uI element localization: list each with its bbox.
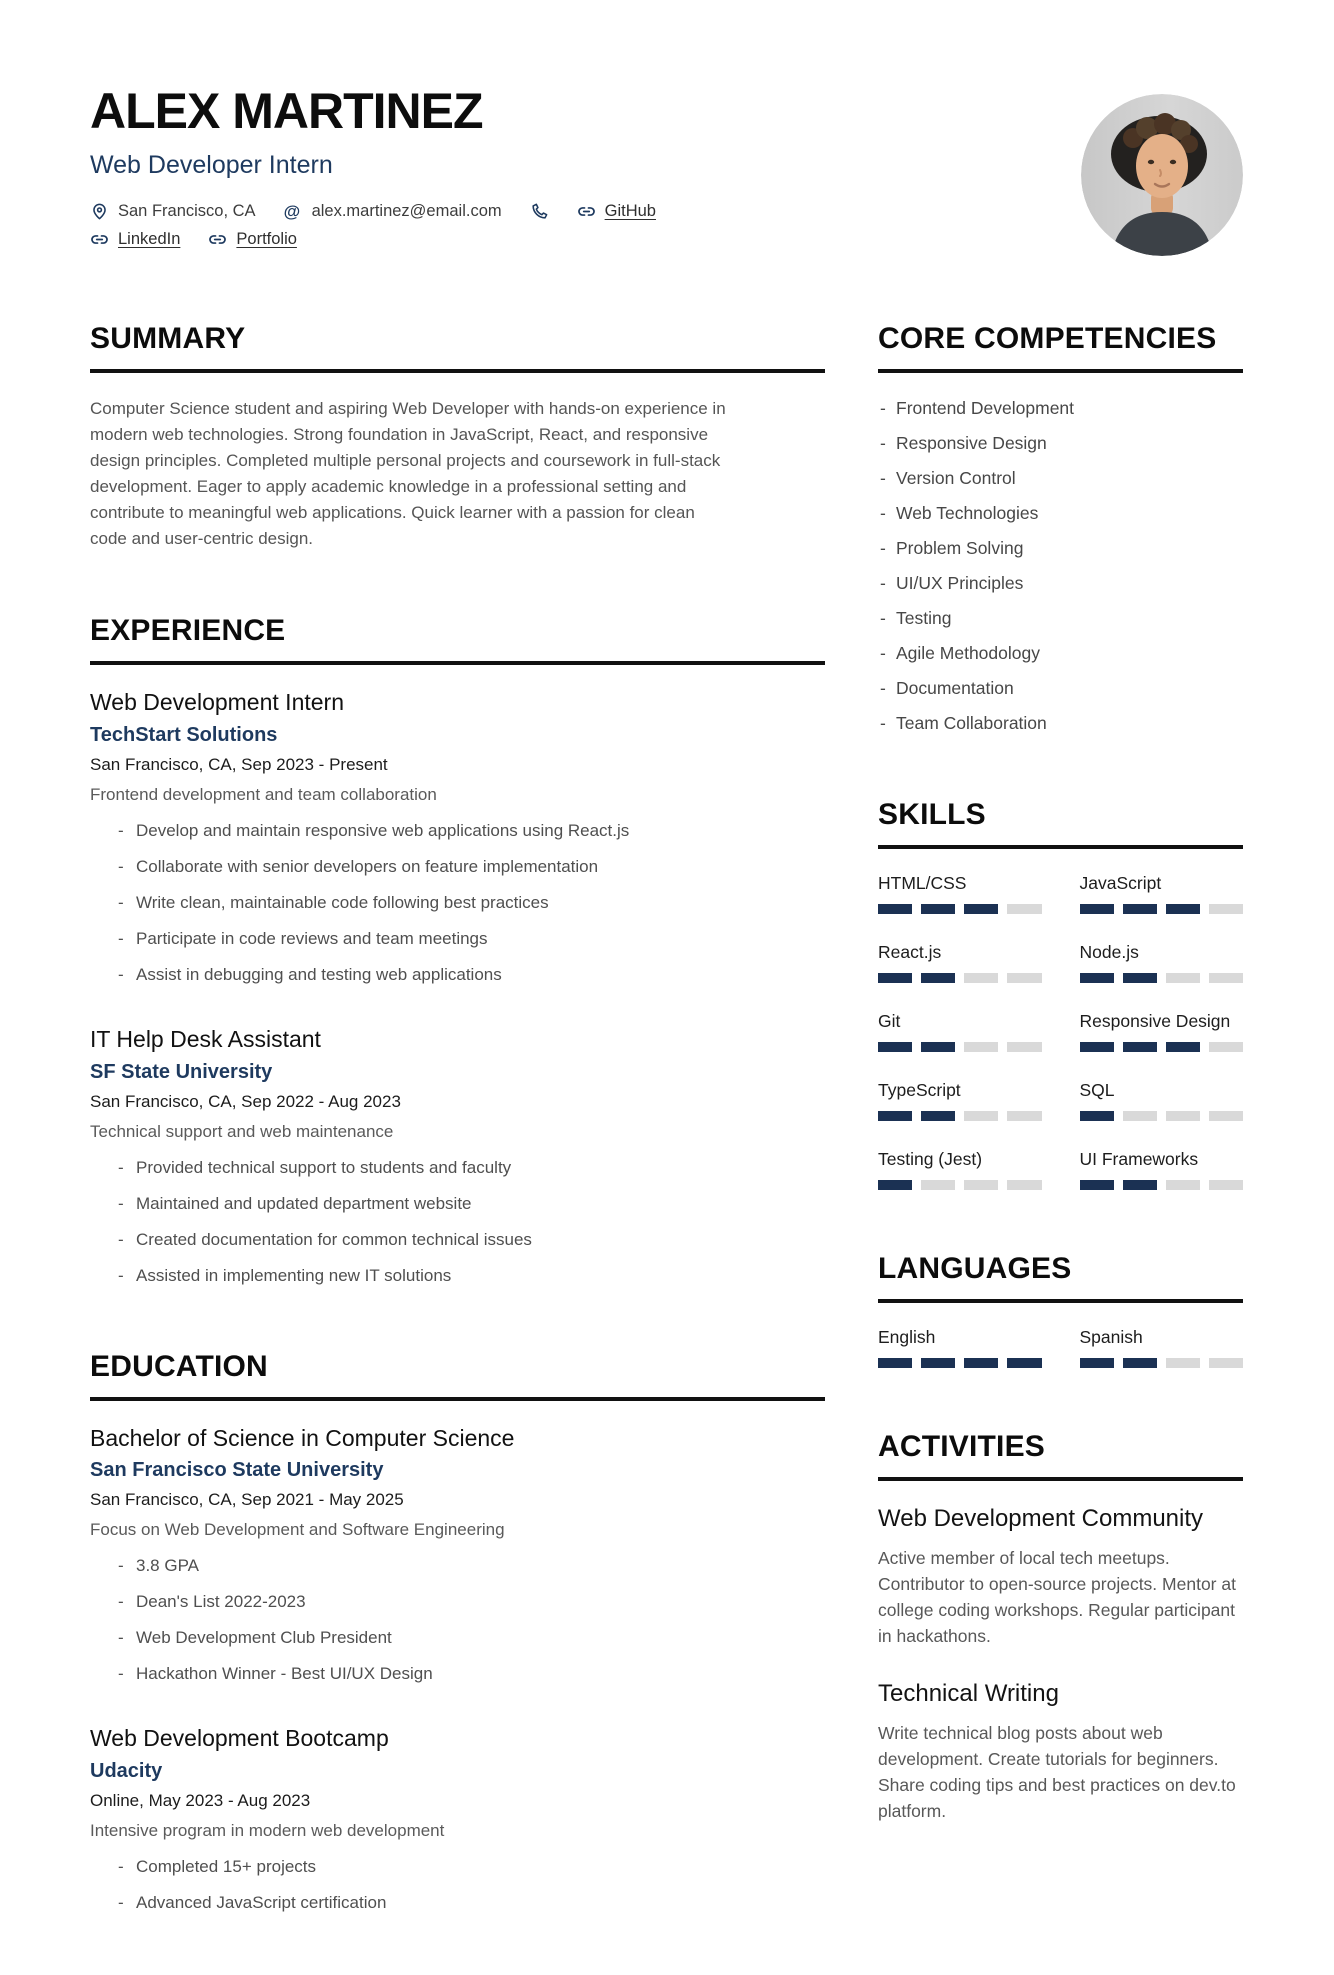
experience-section bbox=[90, 614, 825, 1288]
competency-list bbox=[878, 396, 1243, 736]
skill-level-bar bbox=[1080, 1111, 1244, 1121]
skill-level-bar bbox=[878, 1111, 1042, 1121]
person-name: ALEX MARTINEZ bbox=[90, 83, 483, 139]
education-bullet: - Completed 15+ projects bbox=[90, 1855, 825, 1879]
skill-name: Responsive Design bbox=[1079, 1011, 1231, 1031]
skill-item bbox=[878, 941, 1042, 983]
skill-name: TypeScript bbox=[878, 1080, 961, 1100]
education-meta: San Francisco, CA, Sep 2021 - May 2025 bbox=[90, 1490, 404, 1510]
content-columns bbox=[90, 322, 1243, 1915]
contact-row-2 bbox=[90, 230, 656, 249]
activity-item bbox=[878, 1504, 1243, 1649]
education-bullet: - 3.8 GPA bbox=[90, 1554, 825, 1578]
language-item bbox=[1080, 1326, 1244, 1368]
skill-name: JavaScript bbox=[1079, 873, 1162, 893]
skill-level-bar bbox=[878, 1180, 1042, 1190]
phone-icon bbox=[530, 202, 549, 221]
skill-item bbox=[878, 872, 1042, 914]
github-link-text[interactable]: GitHub bbox=[604, 202, 656, 220]
activities-section bbox=[878, 1430, 1243, 1824]
summary-heading: SUMMARY bbox=[90, 322, 825, 373]
linkedin-link-text[interactable]: LinkedIn bbox=[118, 230, 181, 248]
experience-entry bbox=[90, 688, 825, 987]
activities-heading: ACTIVITIES bbox=[878, 1430, 1243, 1481]
skill-name: Node.js bbox=[1079, 942, 1139, 962]
competency-item: - Responsive Design bbox=[878, 431, 1243, 456]
skill-item bbox=[1080, 872, 1244, 914]
job-bullet-list bbox=[90, 819, 825, 987]
competency-item: - UI/UX Principles bbox=[878, 571, 1243, 596]
education-meta: Online, May 2023 - Aug 2023 bbox=[90, 1791, 311, 1810]
portfolio-link-text[interactable]: Portfolio bbox=[236, 230, 297, 248]
contact-email bbox=[284, 202, 502, 221]
activity-title: Technical Writing bbox=[878, 1680, 1059, 1707]
job-title: Web Development Intern bbox=[90, 689, 344, 715]
skill-item bbox=[1080, 941, 1244, 983]
profile-photo bbox=[1081, 94, 1243, 256]
contact-email-text: alex.martinez@email.com bbox=[311, 202, 502, 220]
skill-name: SQL bbox=[1079, 1080, 1115, 1100]
contact-location-text: San Francisco, CA bbox=[118, 202, 256, 220]
skill-name: HTML/CSS bbox=[878, 873, 967, 893]
activity-item bbox=[878, 1679, 1243, 1824]
skill-name: React.js bbox=[878, 942, 942, 962]
person-job-title: Web Developer Intern bbox=[90, 151, 333, 179]
language-level-bar bbox=[1080, 1358, 1244, 1368]
portfolio-link[interactable] bbox=[208, 230, 297, 249]
core-competencies-section bbox=[878, 322, 1243, 736]
education-bullet: - Dean's List 2022-2023 bbox=[90, 1590, 825, 1614]
link-icon bbox=[577, 202, 596, 221]
skill-item bbox=[1080, 1010, 1244, 1052]
education-summary: Intensive program in modern web development bbox=[90, 1821, 445, 1840]
languages-grid bbox=[878, 1326, 1243, 1368]
job-bullet: - Develop and maintain responsive web applications using React.js bbox=[90, 819, 825, 843]
skill-name: Git bbox=[878, 1011, 901, 1031]
experience-entry bbox=[90, 1025, 825, 1288]
language-name: Spanish bbox=[1079, 1327, 1143, 1347]
skill-level-bar bbox=[878, 973, 1042, 983]
competency-item: - Documentation bbox=[878, 676, 1243, 701]
skill-level-bar bbox=[1080, 1180, 1244, 1190]
right-column bbox=[878, 322, 1243, 1824]
at-icon: @ bbox=[283, 202, 301, 221]
language-name: English bbox=[878, 1327, 936, 1347]
skill-level-bar bbox=[1080, 1042, 1244, 1052]
activity-title: Web Development Community bbox=[878, 1505, 1204, 1532]
degree-title: Bachelor of Science in Computer Science bbox=[90, 1424, 515, 1451]
job-title: IT Help Desk Assistant bbox=[90, 1025, 321, 1052]
job-meta: San Francisco, CA, Sep 2023 - Present bbox=[90, 754, 388, 774]
languages-section bbox=[878, 1252, 1243, 1368]
job-bullet: - Created documentation for common technical issues bbox=[90, 1228, 825, 1252]
skill-name: Testing (Jest) bbox=[878, 1149, 983, 1169]
job-company: SF State University bbox=[90, 1060, 273, 1083]
contact-info bbox=[90, 202, 656, 249]
competency-item: - Web Technologies bbox=[878, 501, 1243, 526]
skill-name: UI Frameworks bbox=[1079, 1149, 1199, 1169]
education-bullet: - Web Development Club President bbox=[90, 1626, 825, 1650]
skill-item bbox=[878, 1079, 1042, 1121]
summary-section bbox=[90, 322, 825, 552]
skill-level-bar bbox=[878, 1042, 1042, 1052]
education-bullet: - Advanced JavaScript certification bbox=[90, 1891, 825, 1915]
job-bullet: - Provided technical support to students and faculty bbox=[90, 1156, 825, 1180]
education-entry bbox=[90, 1724, 825, 1915]
skill-item bbox=[878, 1148, 1042, 1190]
education-summary: Focus on Web Development and Software Engineering bbox=[90, 1520, 505, 1540]
education-entry bbox=[90, 1424, 825, 1687]
school-name: San Francisco State University bbox=[90, 1459, 384, 1482]
experience-heading: EXPERIENCE bbox=[90, 614, 825, 665]
link-icon bbox=[90, 230, 109, 249]
education-section bbox=[90, 1350, 825, 1916]
education-bullet: - Hackathon Winner - Best UI/UX Design bbox=[90, 1662, 825, 1686]
summary-text: Computer Science student and aspiring Web Developer with hands-on experience in modern web technologies. Strong foundation in JavaScript, React, and responsive design principles. Completed multiple personal projects and coursework in full-stack development. Eager to apply academic knowledge in a professional setting and contribute to meaningful web applications. Quick learner with a passion for clean code and user-centric design. bbox=[90, 399, 726, 548]
job-bullet: - Write clean, maintainable code following best practices bbox=[90, 891, 825, 915]
job-bullet: - Collaborate with senior developers on feature implementation bbox=[90, 855, 825, 879]
linkedin-link[interactable] bbox=[90, 230, 180, 249]
link-icon bbox=[208, 230, 227, 249]
github-link[interactable] bbox=[577, 202, 656, 221]
job-company: TechStart Solutions bbox=[90, 723, 278, 746]
competency-item: - Problem Solving bbox=[878, 536, 1243, 561]
education-bullet-list bbox=[90, 1554, 825, 1686]
job-bullet: - Assist in debugging and testing web applications bbox=[90, 963, 825, 987]
job-bullet: - Participate in code reviews and team meetings bbox=[90, 927, 825, 951]
education-bullet-list bbox=[90, 1855, 825, 1915]
job-bullet: - Assisted in implementing new IT solutions bbox=[90, 1264, 825, 1288]
skill-item bbox=[1080, 1079, 1244, 1121]
competency-item: - Testing bbox=[878, 606, 1243, 631]
skill-item bbox=[1080, 1148, 1244, 1190]
language-item bbox=[878, 1326, 1042, 1368]
contact-location bbox=[90, 202, 256, 221]
core-competencies-heading: CORE COMPETENCIES bbox=[878, 322, 1243, 373]
header bbox=[90, 84, 1243, 256]
job-summary: Frontend development and team collaboration bbox=[90, 784, 437, 804]
job-meta: San Francisco, CA, Sep 2022 - Aug 2023 bbox=[90, 1091, 401, 1111]
left-column bbox=[90, 322, 825, 1915]
competency-item: - Agile Methodology bbox=[878, 641, 1243, 666]
skill-level-bar bbox=[1080, 973, 1244, 983]
job-summary: Technical support and web maintenance bbox=[90, 1121, 394, 1141]
job-bullet: - Maintained and updated department website bbox=[90, 1192, 825, 1216]
activity-text: Active member of local tech meetups. Contributor to open-source projects. Mentor at college coding workshops. Regular participant in hackathons. bbox=[878, 1548, 1236, 1646]
skills-section bbox=[878, 798, 1243, 1190]
language-level-bar bbox=[878, 1358, 1042, 1368]
languages-heading: LANGUAGES bbox=[878, 1252, 1243, 1303]
competency-item: - Frontend Development bbox=[878, 396, 1243, 421]
skills-grid bbox=[878, 872, 1243, 1190]
location-pin-icon bbox=[90, 202, 109, 221]
competency-item: - Team Collaboration bbox=[878, 711, 1243, 736]
contact-phone bbox=[530, 202, 549, 221]
job-bullet-list bbox=[90, 1156, 825, 1288]
activity-text: Write technical blog posts about web development. Create tutorials for beginners. Share coding tips and best practices on dev.to platform. bbox=[878, 1723, 1236, 1821]
degree-title: Web Development Bootcamp bbox=[90, 1725, 389, 1752]
skill-item bbox=[878, 1010, 1042, 1052]
competency-item: - Version Control bbox=[878, 466, 1243, 491]
skill-level-bar bbox=[878, 904, 1042, 914]
contact-row-1 bbox=[90, 202, 656, 221]
skill-level-bar bbox=[1080, 904, 1244, 914]
education-heading: EDUCATION bbox=[90, 1350, 825, 1401]
school-name: Udacity bbox=[90, 1760, 163, 1782]
header-identity bbox=[90, 84, 656, 249]
skills-heading: SKILLS bbox=[878, 798, 1243, 849]
